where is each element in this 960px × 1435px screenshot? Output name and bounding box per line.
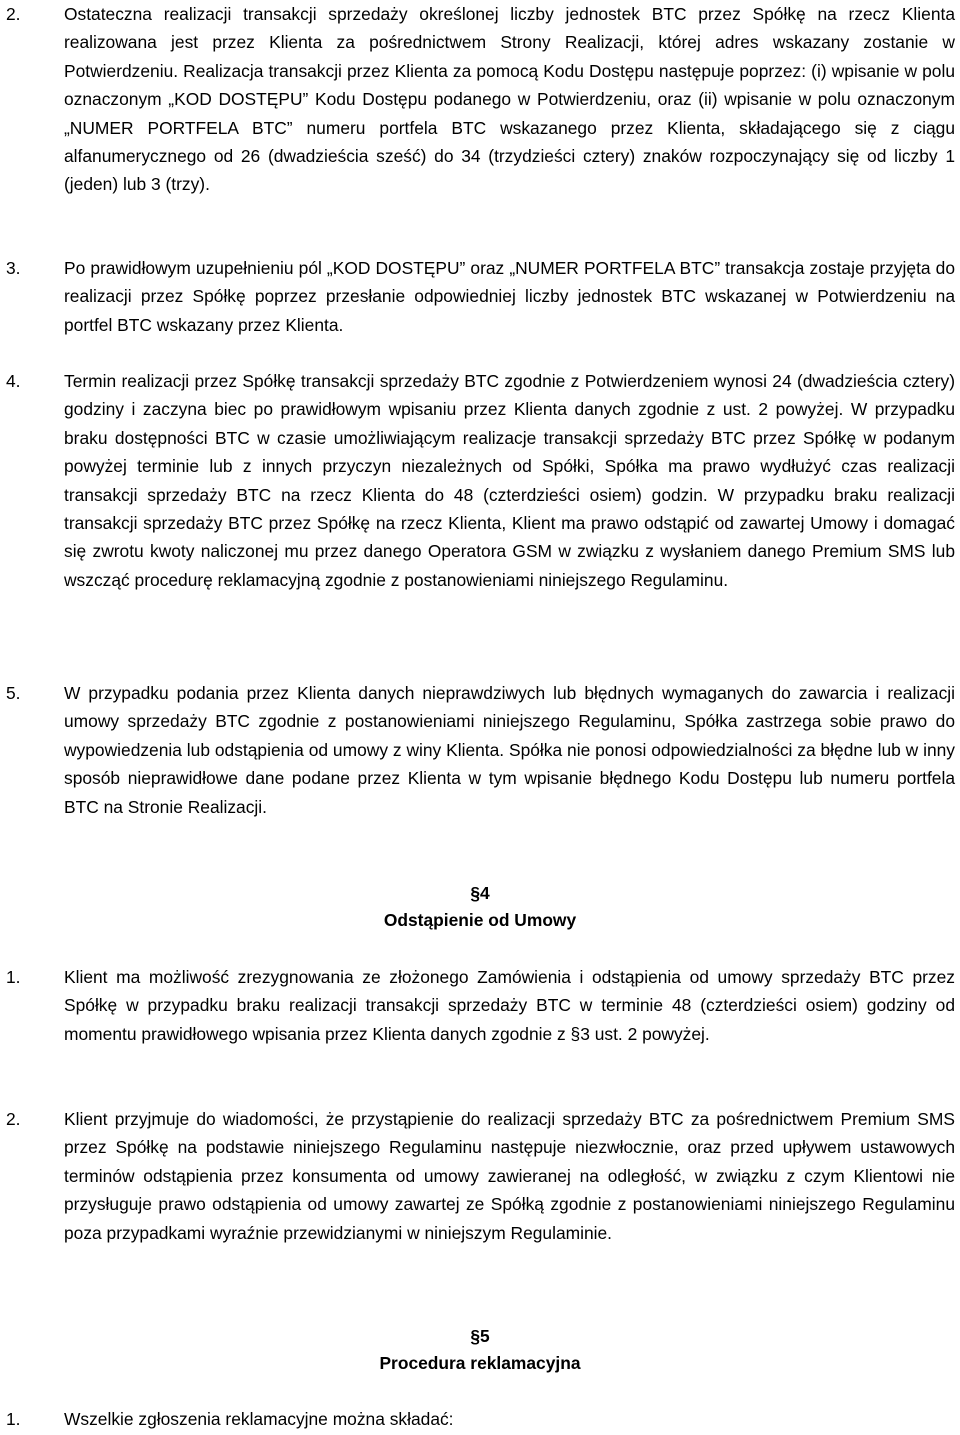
item-text: W przypadku podania przez Klienta danych nieprawdziwych lub błędnych wymaganych do zawarcia i realizacji umowy sprzedaży BTC zgodnie z postanowieniami niniejszego Regulaminu, Spółka zastrzega sobie prawo do wypowiedzenia lub odstąpienia od umowy z winy Klienta. Spółka nie ponosi odpowiedzialności za błędne lub w inny sposób nieprawidłowe dane podane przez Klienta w tym wpisanie błędnego Kodu Dostępu lub numeru portfela BTC na Stronie Realizacji.: [64, 683, 955, 817]
item-text: Klient ma możliwość zrezygnowania ze złożonego Zamówienia i odstąpienia od umowy sprzedaży BTC przez Spółkę w przypadku braku realizacji transakcji sprzedaży BTC w terminie 48 (czterdzieści osiem) godziny od momentu prawidłowego wpisania przez Klienta danych zgodnie z §3 ust. 2 powyżej.: [64, 967, 955, 1044]
item-text: Po prawidłowym uzupełnieniu pól „KOD DOSTĘPU” oraz „NUMER PORTFELA BTC” transakcja zostaje przyjęta do realizacji przez Spółkę poprzez przesłanie odpowiedniej liczby jednostek BTC wskazanej w Potwierdzeniu na portfel BTC wskazany przez Klienta.: [64, 258, 955, 335]
section-number: §4: [470, 883, 490, 903]
item-number: 1.: [6, 967, 21, 987]
item-number: 1.: [6, 1409, 21, 1429]
section-title: Procedura reklamacyjna: [379, 1353, 581, 1373]
item-number: 3.: [6, 258, 21, 278]
section-title: Odstąpienie od Umowy: [383, 910, 577, 930]
item-text: Wszelkie zgłoszenia reklamacyjne można składać:: [64, 1409, 454, 1429]
section-number: §5: [470, 1326, 490, 1346]
item-number: 5.: [6, 683, 21, 703]
item-text: Termin realizacji przez Spółkę transakcji sprzedaży BTC zgodnie z Potwierdzeniem wynosi 24 (dwadzieścia cztery) godziny i zaczyna biec po prawidłowym wpisaniu przez Klienta danych zgodnie z ust. 2 powyżej. W przypadku braku dostępności BTC w czasie umożliwiającym realizacje transakcji sprzedaży BTC przez Spółkę w podanym powyżej terminie lub z innych przyczyn niezależnych od Spółki, Spółka ma prawo wydłużyć czas realizacji transakcji sprzedaży BTC na rzecz Klienta do 48 (czterdzieści osiem) godzin. W przypadku braku realizacji transakcji sprzedaży BTC przez Spółkę na rzecz Klienta, Klient ma prawo odstąpić od zawartej Umowy i domagać się zwrotu kwoty naliczonej mu przez danego Operatora GSM w związku z wysłaniem danego Premium SMS lub wszcząć procedurę reklamacyjną zgodnie z postanowieniami niniejszego Regulaminu.: [64, 371, 955, 590]
item-number: 2.: [6, 4, 21, 24]
item-text: Ostateczna realizacji transakcji sprzedaży określonej liczby jednostek BTC przez Spółkę na rzecz Klienta realizowana jest przez Klienta za pośrednictwem Strony Realizacji, której adres wskazany zostanie w Potwierdzeniu. Realizacja transakcji przez Klienta za pomocą Kodu Dostępu następuje poprzez: (i) wpisanie w polu oznaczonym „KOD DOSTĘPU” Kodu Dostępu podanego w Potwierdzeniu, oraz (ii) wpisanie w polu oznaczonym „NUMER PORTFELA BTC” numeru portfela BTC wskazanego przez Klienta, składającego się z ciągu alfanumerycznego od 26 (dwadzieścia sześć) do 34 (trzydzieści cztery) znaków rozpoczynający się od liczby 1 (jeden) lub 3 (trzy).: [64, 4, 955, 195]
item-number: 4.: [6, 371, 21, 391]
item-text: Klient przyjmuje do wiadomości, że przystąpienie do realizacji sprzedaży BTC za pośrednictwem Premium SMS przez Spółkę na podstawie niniejszego Regulaminu następuje niezwłocznie, oraz przed upływem ustawowych terminów odstąpienia przez konsumenta od umowy zawieranej na odległość, w związku z czym Klientowi nie przysługuje prawo odstąpienia od umowy zawartej ze Spółką zgodnie z postanowieniami niniejszego Regulaminu poza przypadkami wyraźnie przewidzianymi w niniejszym Regulaminie.: [64, 1109, 955, 1243]
item-number: 2.: [6, 1109, 21, 1129]
